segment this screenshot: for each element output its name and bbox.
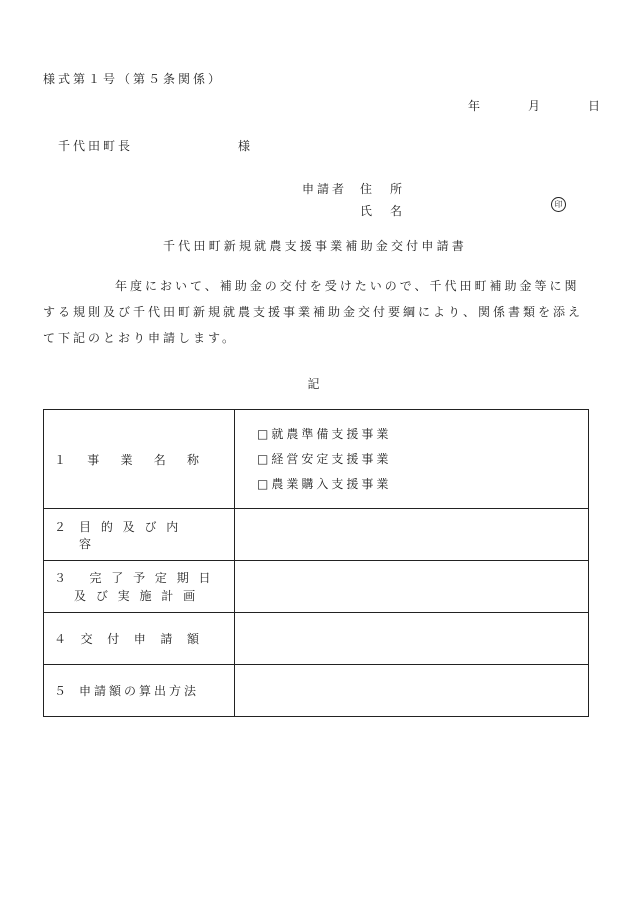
table-row: [44, 665, 589, 717]
label-char: 額: [186, 632, 202, 646]
applicant-block: [302, 178, 405, 222]
row-label: [44, 665, 235, 717]
row-label-text: 完 了 予 定 期 日: [89, 570, 214, 585]
row-label-text: 目 的 及 び 内 容: [79, 519, 182, 551]
option-keiei-antei[interactable]: □経営安定支援事業: [257, 451, 392, 466]
table-row: [44, 410, 589, 509]
calculation-method-field[interactable]: [235, 665, 589, 717]
row-label-text: 申請額の算出方法: [79, 684, 200, 698]
grant-amount-field[interactable]: [235, 613, 589, 665]
address-label: 住 所: [360, 182, 406, 196]
row-label: [44, 561, 235, 613]
label-char: 名: [153, 452, 169, 467]
form-number: 様式第１号（第５条関係）: [43, 72, 224, 86]
body-paragraph: 年度において、補助金の交付を受けたいので、千代田町補助金等に関する規則及び千代田町新規就農支援事業補助金交付要綱により、関係書類を添えて下記のとおり申請します。: [43, 279, 584, 345]
table-row: [44, 509, 589, 561]
addressee-name: 千代田町長: [58, 139, 134, 153]
row-label-text: 及 び 実 施 計 画: [74, 588, 199, 603]
row-label: [44, 613, 235, 665]
schedule-plan-field[interactable]: [235, 561, 589, 613]
row-number: ２: [54, 519, 70, 534]
addressee-honorific: 様: [238, 139, 254, 153]
addressee: [58, 137, 253, 154]
label-char: 申: [133, 632, 149, 646]
row-number: ５: [54, 684, 70, 698]
purpose-content-field[interactable]: [235, 509, 589, 561]
date-year-label: 年: [468, 99, 484, 113]
table-row: [44, 613, 589, 665]
document-title: 千代田町新規就農支援事業補助金交付申請書: [162, 239, 467, 253]
table-row: [44, 561, 589, 613]
seal-mark: 印: [551, 197, 566, 212]
row-label: [44, 410, 235, 509]
row-number: ３: [54, 570, 70, 585]
row-number: １: [54, 452, 70, 467]
option-shuno-junbi[interactable]: □就農準備支援事業: [257, 426, 392, 441]
project-options-cell: [235, 410, 589, 509]
option-nogyo-konyu[interactable]: □農業購入支援事業: [257, 476, 392, 491]
label-char: 付: [107, 632, 123, 646]
row-label: [44, 509, 235, 561]
label-char: 称: [186, 452, 202, 467]
label-char: 業: [120, 452, 136, 467]
date-month-label: 月: [528, 99, 544, 113]
name-label: 氏 名: [360, 204, 406, 218]
applicant-label: 申請者: [302, 182, 348, 196]
label-char: 請: [160, 632, 176, 646]
label-char: 事: [87, 452, 103, 467]
ki-heading: 記: [307, 377, 323, 391]
date-day-label: 日: [588, 99, 604, 113]
date-line: [468, 97, 603, 114]
application-items-table: [43, 409, 589, 717]
label-char: 交: [80, 632, 96, 646]
row-number: ４: [54, 632, 70, 646]
